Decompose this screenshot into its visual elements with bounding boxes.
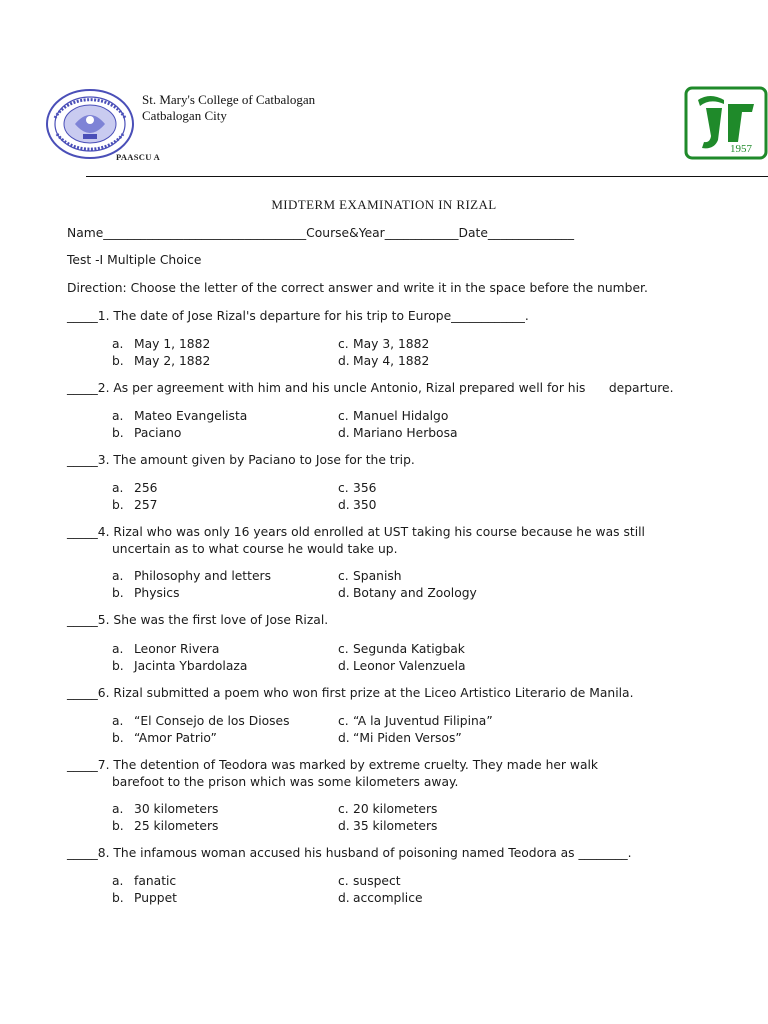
option-text: 257: [134, 498, 158, 512]
question-text: _____3. The amount given by Paciano to Jose for the trip.: [67, 453, 415, 467]
option-text: 356: [353, 481, 377, 495]
option-text: 35 kilometers: [353, 819, 438, 833]
option-letter: a.: [112, 481, 124, 495]
college-city: Catbalogan City: [142, 108, 227, 123]
option-letter: d.: [338, 731, 350, 745]
question-8: [67, 845, 707, 862]
question-1: [67, 308, 707, 325]
college-name: St. Mary's College of Catbalogan: [142, 92, 316, 107]
option-c: [338, 408, 448, 425]
option-a: [112, 568, 271, 585]
option-c: [338, 801, 437, 818]
option-letter: d.: [338, 354, 350, 368]
question-text: _____1. The date of Jose Rizal's departure for his trip to Europe____________.: [67, 309, 529, 323]
question-text-continuation: barefoot to the prison which was some kilometers away.: [112, 775, 459, 789]
option-letter: c.: [338, 642, 349, 656]
option-text: accomplice: [353, 891, 423, 905]
option-d: [338, 425, 458, 442]
college-seal-logo: [45, 88, 135, 160]
option-letter: c.: [338, 337, 349, 351]
option-text: Spanish: [353, 569, 402, 583]
option-c: [338, 713, 493, 730]
question-6: [67, 685, 707, 702]
question-text: _____5. She was the first love of Jose Rizal.: [67, 613, 329, 627]
option-text: 30 kilometers: [134, 802, 219, 816]
option-letter: c.: [338, 802, 349, 816]
option-d: [338, 890, 423, 907]
college-emblem-logo: [684, 86, 768, 160]
option-a: [112, 801, 218, 818]
option-text: 20 kilometers: [353, 802, 438, 816]
question-4: [67, 524, 707, 558]
option-letter: b.: [112, 819, 124, 833]
option-text: May 3, 1882: [353, 337, 430, 351]
option-text: May 1, 1882: [134, 337, 211, 351]
option-text: “El Consejo de los Dioses: [134, 714, 290, 728]
question-text: _____6. Rizal submitted a poem who won first prize at the Liceo Artistico Literario de Manila.: [67, 686, 634, 700]
college-header: [142, 92, 315, 124]
option-letter: a.: [112, 337, 124, 351]
header-divider: [86, 176, 768, 177]
option-text: Mariano Herbosa: [353, 426, 458, 440]
option-d: [338, 497, 376, 514]
option-letter: b.: [112, 426, 124, 440]
option-letter: b.: [112, 731, 124, 745]
option-b: [112, 497, 157, 514]
option-text: Jacinta Ybardolaza: [134, 659, 248, 673]
option-d: [338, 658, 466, 675]
question-2: [67, 380, 707, 397]
option-text: 350: [353, 498, 377, 512]
option-letter: d.: [338, 819, 350, 833]
option-d: [338, 730, 462, 747]
option-text: May 2, 1882: [134, 354, 211, 368]
option-text: Philosophy and letters: [134, 569, 271, 583]
option-a: [112, 408, 247, 425]
option-text: suspect: [353, 874, 401, 888]
logo-year: 1957: [730, 143, 752, 155]
option-letter: d.: [338, 659, 350, 673]
option-b: [112, 658, 247, 675]
option-text: Leonor Valenzuela: [353, 659, 466, 673]
student-info-line: Name_________________________________Course&Year____________Date______________: [67, 226, 574, 240]
option-b: [112, 818, 218, 835]
option-letter: b.: [112, 354, 124, 368]
option-letter: a.: [112, 569, 124, 583]
option-b: [112, 353, 210, 370]
option-a: [112, 641, 219, 658]
option-text: “A la Juventud Filipina”: [353, 714, 493, 728]
option-letter: b.: [112, 891, 124, 905]
option-letter: d.: [338, 586, 350, 600]
option-c: [338, 641, 465, 658]
exam-title: MIDTERM EXAMINATION IN RIZAL: [271, 197, 497, 212]
option-letter: b.: [112, 498, 124, 512]
option-b: [112, 425, 181, 442]
option-text: Paciano: [134, 426, 182, 440]
option-text: Puppet: [134, 891, 177, 905]
question-text-continuation: uncertain as to what course he would take up.: [112, 542, 398, 556]
option-b: [112, 585, 179, 602]
option-d: [338, 585, 477, 602]
option-text: 256: [134, 481, 158, 495]
option-a: [112, 480, 157, 497]
option-c: [338, 873, 401, 890]
option-text: Manuel Hidalgo: [353, 409, 449, 423]
option-letter: a.: [112, 409, 124, 423]
option-a: [112, 336, 210, 353]
option-letter: c.: [338, 409, 349, 423]
question-text: _____7. The detention of Teodora was marked by extreme cruelty. They made her walk: [67, 758, 599, 772]
option-letter: d.: [338, 426, 350, 440]
question-text: _____2. As per agreement with him and his uncle Antonio, Rizal prepared well for his departure.: [67, 381, 674, 395]
option-d: [338, 818, 437, 835]
option-letter: d.: [338, 891, 350, 905]
accreditation-label: PAASCU A: [116, 152, 161, 162]
option-letter: a.: [112, 874, 124, 888]
option-d: [338, 353, 429, 370]
option-c: [338, 480, 376, 497]
question-3: [67, 452, 707, 469]
option-b: [112, 890, 177, 907]
option-text: Segunda Katigbak: [353, 642, 465, 656]
option-text: Leonor Rivera: [134, 642, 220, 656]
option-text: fanatic: [134, 874, 177, 888]
option-letter: d.: [338, 498, 350, 512]
option-letter: c.: [338, 714, 349, 728]
option-text: Botany and Zoology: [353, 586, 477, 600]
question-text: _____8. The infamous woman accused his husband of poisoning named Teodora as ________.: [67, 846, 632, 860]
option-letter: c.: [338, 569, 349, 583]
option-text: “Mi Piden Versos”: [353, 731, 462, 745]
question-5: [67, 612, 707, 629]
option-a: [112, 873, 176, 890]
option-text: Mateo Evangelista: [134, 409, 248, 423]
option-letter: a.: [112, 642, 124, 656]
option-b: [112, 730, 217, 747]
option-text: 25 kilometers: [134, 819, 219, 833]
question-text: _____4. Rizal who was only 16 years old enrolled at UST taking his course because he was still: [67, 525, 645, 539]
option-letter: a.: [112, 802, 124, 816]
question-7: [67, 757, 707, 791]
option-c: [338, 568, 402, 585]
test-heading: Test -I Multiple Choice: [67, 253, 202, 267]
option-text: May 4, 1882: [353, 354, 430, 368]
option-letter: a.: [112, 714, 124, 728]
option-a: [112, 713, 290, 730]
option-text: “Amor Patrio”: [134, 731, 217, 745]
option-letter: b.: [112, 659, 124, 673]
option-letter: c.: [338, 874, 349, 888]
option-text: Physics: [134, 586, 180, 600]
direction-text: Direction: Choose the letter of the correct answer and write it in the space before the number.: [67, 281, 648, 295]
option-c: [338, 336, 429, 353]
option-letter: c.: [338, 481, 349, 495]
option-letter: b.: [112, 586, 124, 600]
